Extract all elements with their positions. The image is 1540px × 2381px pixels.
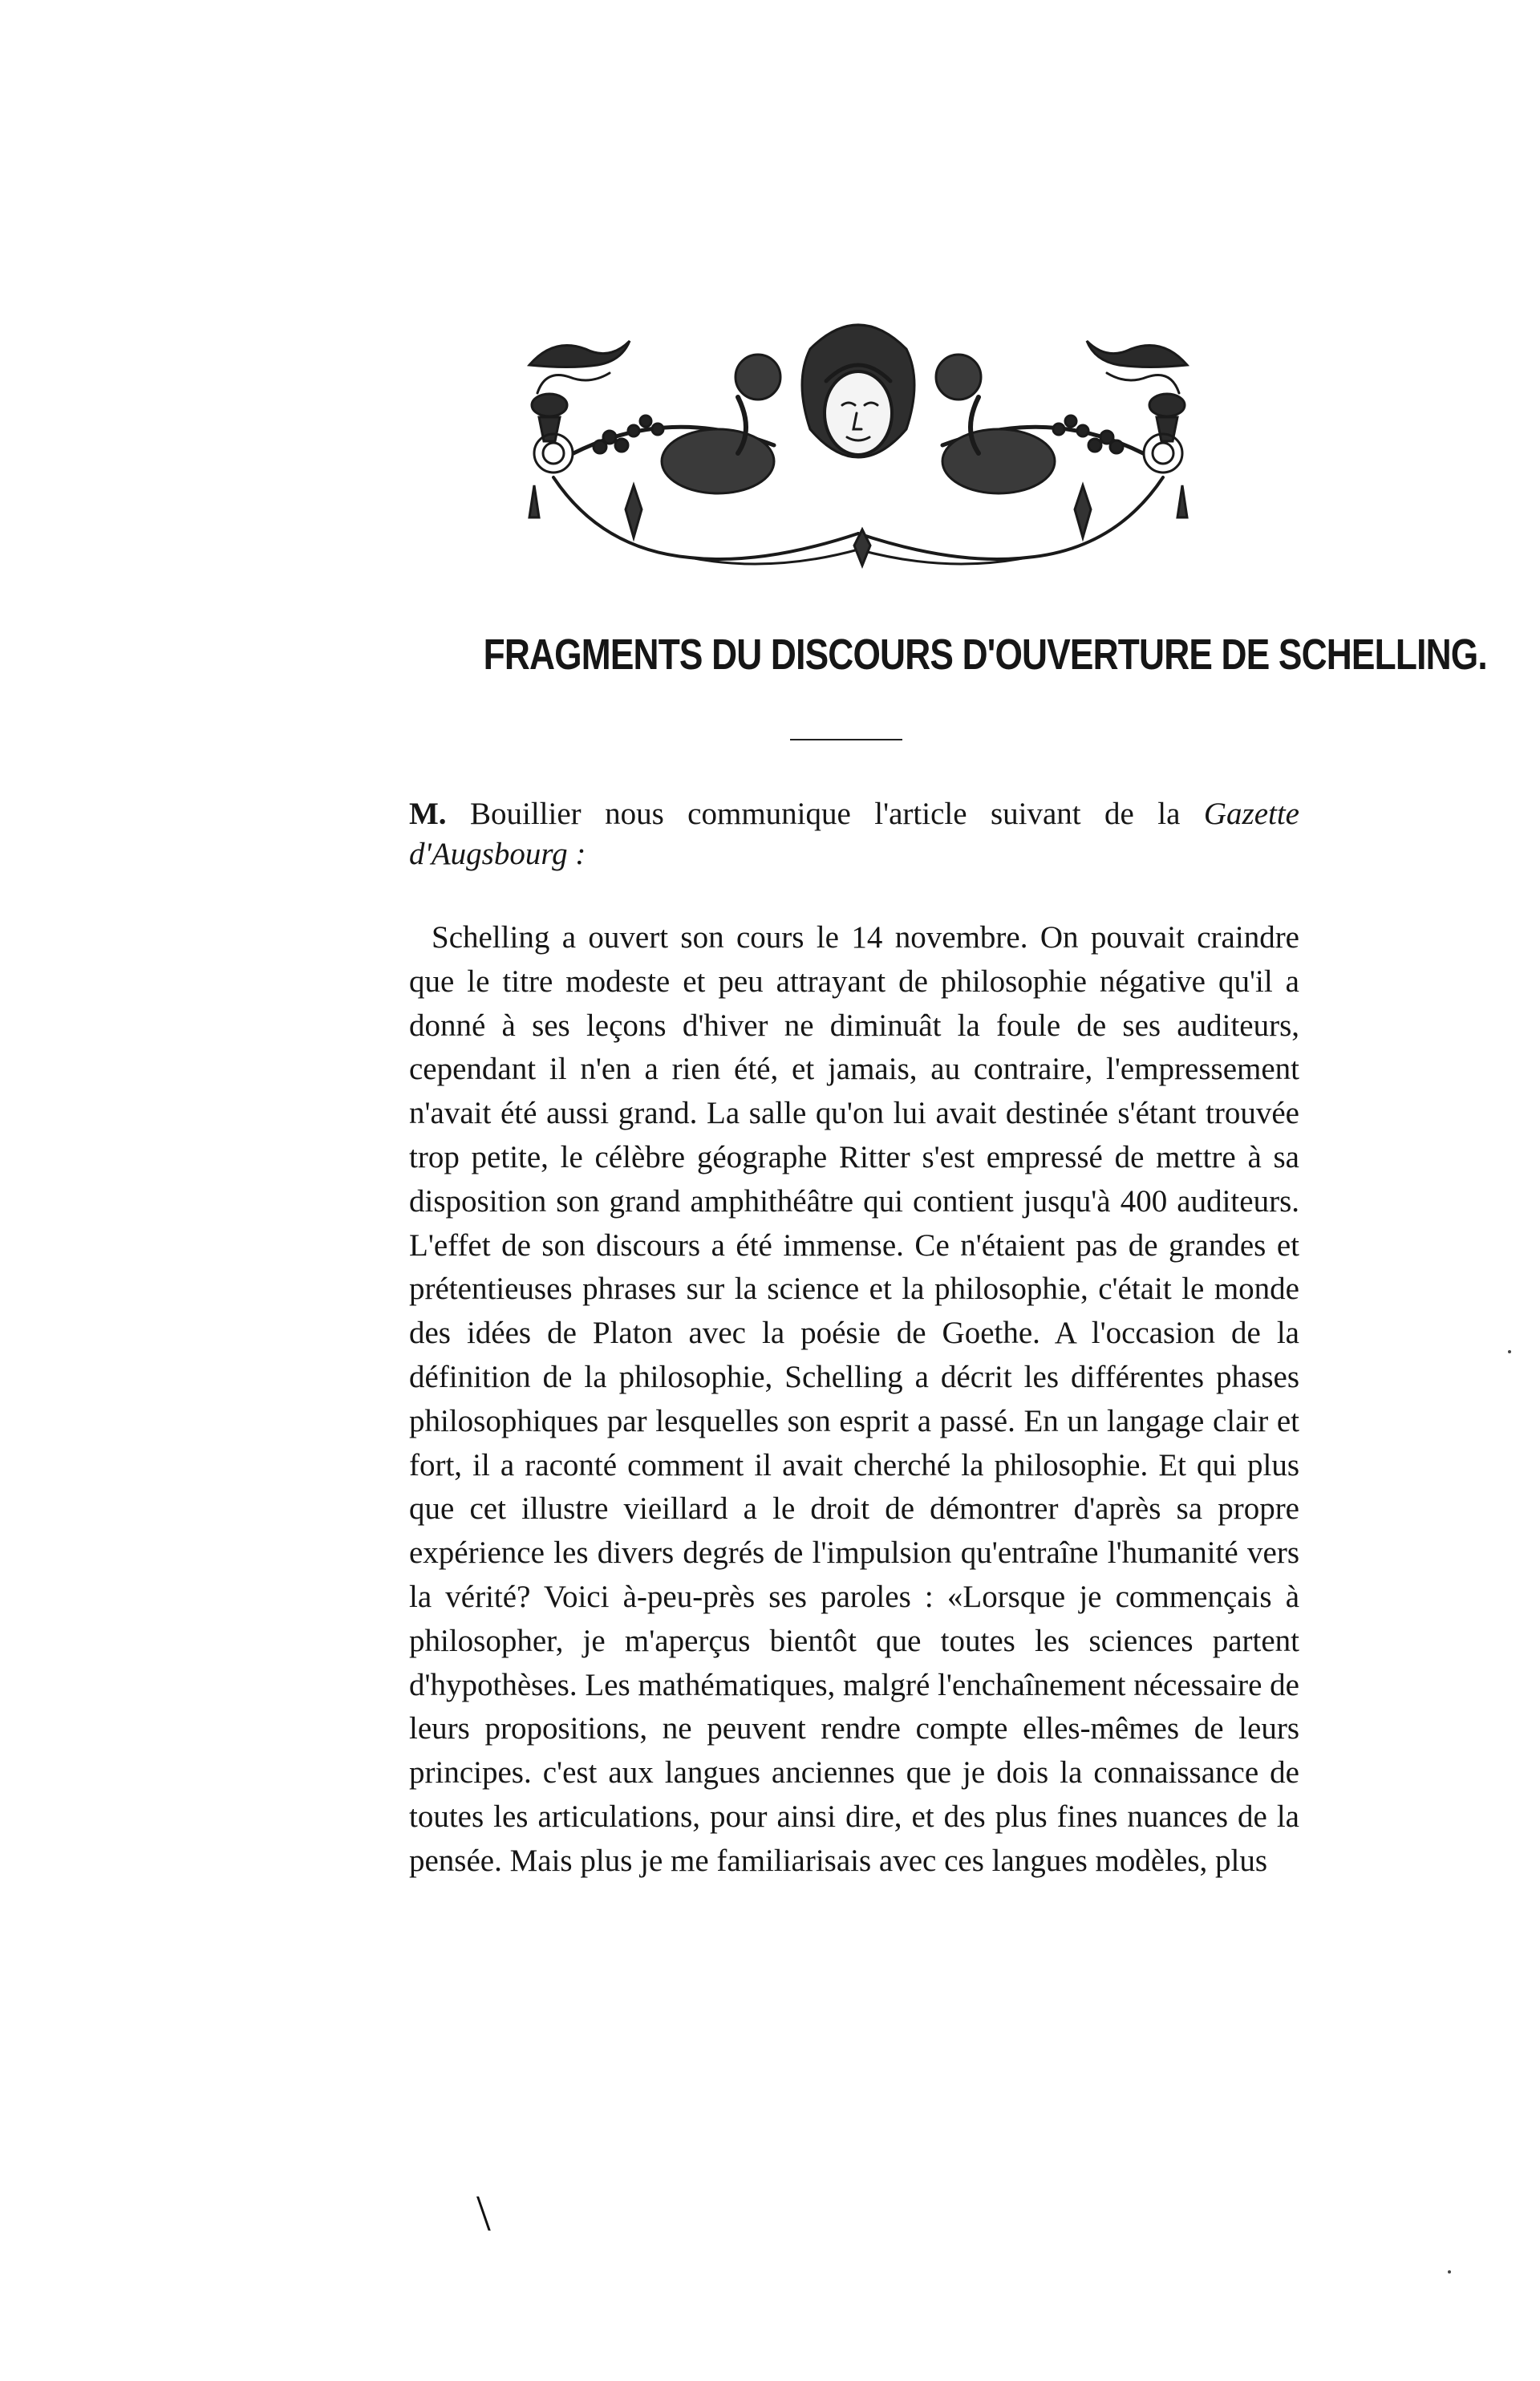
intro-lead: M. [409,797,447,831]
margin-speck [1508,1350,1511,1353]
intro-source-title: Gazette d'Augsbourg : [409,797,1299,871]
body-paragraph-text: Schelling a ouvert son cours le 14 novembre. On pouvait craindre que le titre modeste et peu attrayant de philosophie négative qu'il a donné à ses leçons d'hiver ne diminuât la foule de ses auditeurs, cependant il n'en a rien été, et jamais, au contraire, l'empressement n'avait été aussi grand. La salle qu'on lui avait destinée s'étant trouvée trop petite, le célèbre géographe Ritter s'est empressé de mettre à sa disposition son grand amphithéâtre qui contient jusqu'à 400 auditeurs. L'effet de son discours a été immense. Ce n'étaient pas de grandes et prétentieuses phrases sur la science et la philosophie, c'était le monde des idées de Platon avec la poésie de Goethe. A l'occasion de la définition de la philosophie, Schelling a décrit les différentes phases philosophiques par lesquelles son esprit a passé. En un langage clair et fort, il a raconté comment il avait cherché la philosophie. Et qui plus que cet illustre vieillard a le droit de démontrer d'après sa propre expérience les divers degrés de l'impulsion qu'entraîne l'humanité vers la vérité? Voici à-peu-près ses paroles : «Lorsque je commençais à philosopher, je m'aperçus bientôt que toutes les sciences partent d'hypothèses. Les mathématiques, malgré l'enchaînement nécessaire de leurs propositions, ne peuvent rendre compte elles-mêmes de leurs principes. c'est aux langues anciennes que je dois la connaissance de toutes les articulations, pour ainsi dire, et des plus fines nuances de la pensée. Mais plus je me familiarisais avec ces langues modèles, plus [409,920,1299,1878]
intro-paragraph [409,794,1299,874]
page-title: FRAGMENTS DU DISCOURS D'OUVERTURE DE SCHELLING. [483,631,1487,679]
decorative-headpiece [505,317,1211,582]
stray-ink-mark: \ [476,2184,491,2241]
intro-text: Bouillier nous communique l'article suivant de la [446,797,1204,831]
margin-speck [1448,2270,1451,2274]
title-divider [790,739,902,740]
body-paragraph [409,916,1299,1884]
